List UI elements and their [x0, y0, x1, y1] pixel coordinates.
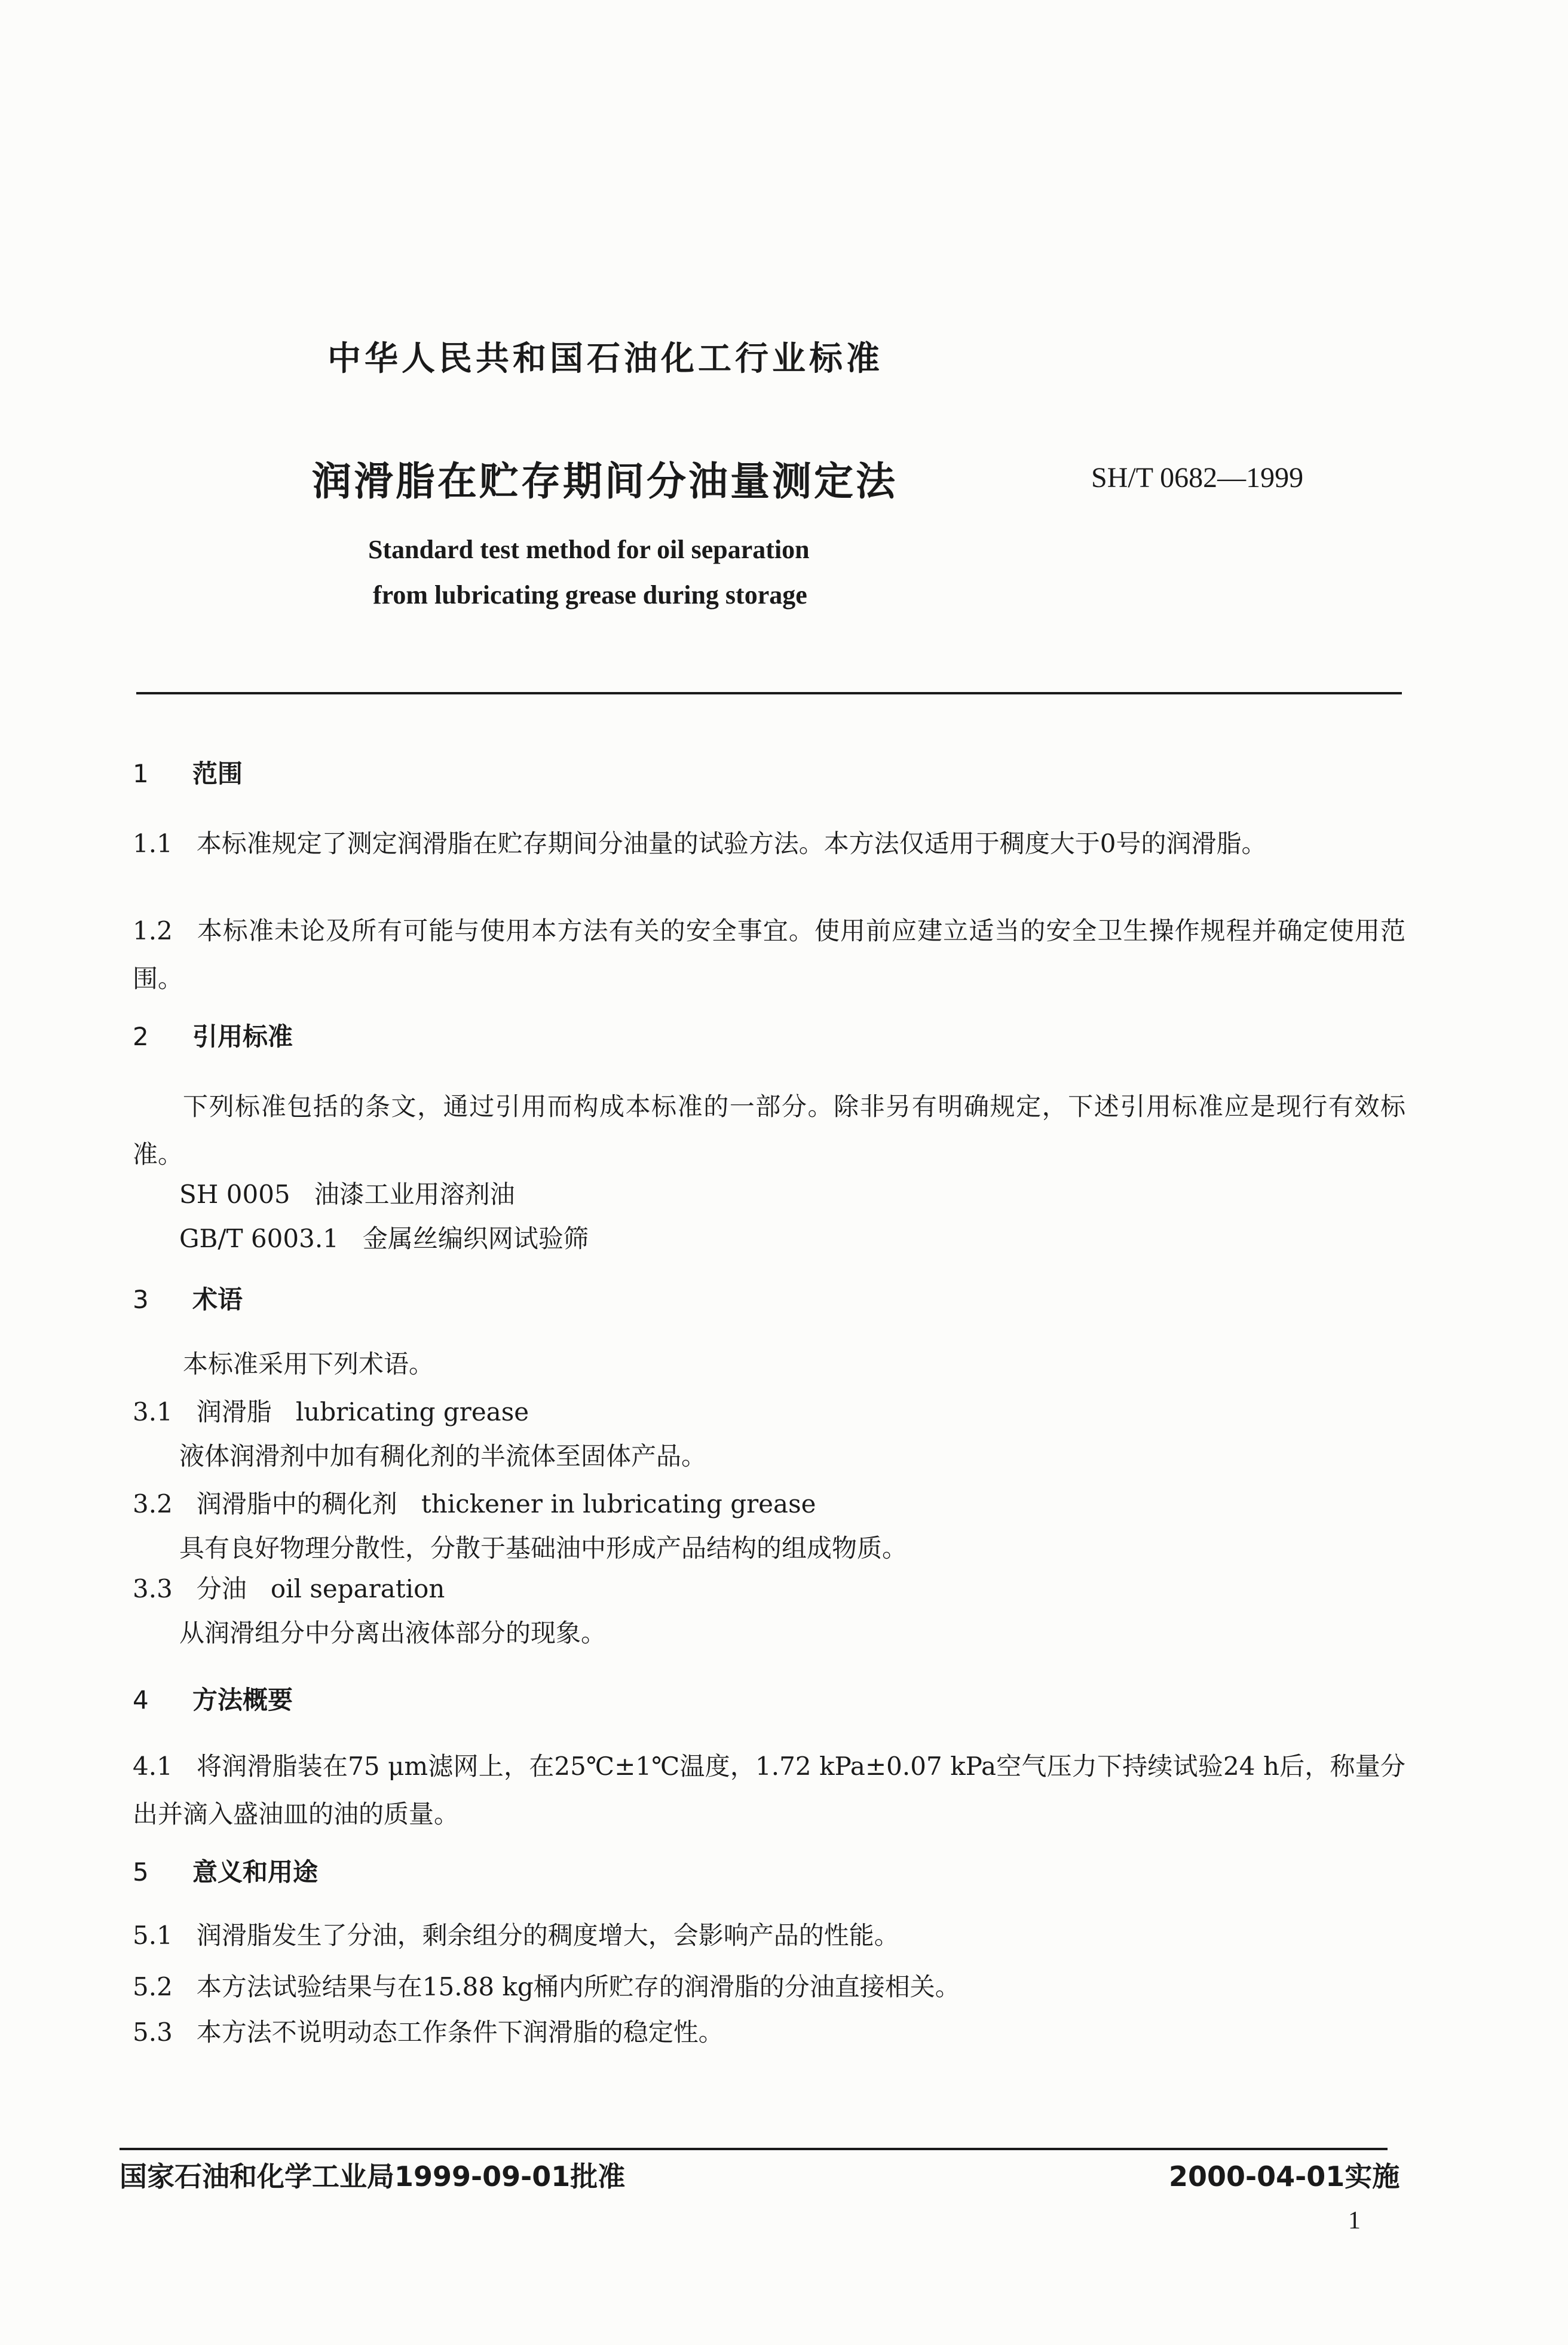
section-2-intro: 下列标准包括的条文，通过引用而构成本标准的一部分。除非另有明确规定，下述引用标准应是现行有效标准。 — [133, 1092, 1405, 1169]
page-number: 1 — [1348, 2207, 1361, 2234]
section-number: 2 — [133, 1022, 149, 1051]
term-cn: 润滑脂 — [196, 1397, 272, 1426]
term-en: lubricating grease — [295, 1397, 529, 1426]
section-3-intro: 本标准采用下列术语。 — [183, 1349, 434, 1379]
clause-text: 本标准未论及所有可能与使用本方法有关的安全事宜。使用前应建立适当的安全卫生操作规程并确定使用范围。 — [133, 916, 1405, 993]
section-title: 引用标准 — [192, 1022, 293, 1051]
reference-2 — [179, 1219, 589, 1255]
clause-4-1 — [133, 1743, 1405, 1838]
section-title: 范围 — [192, 759, 243, 788]
term-3-2 — [133, 1484, 816, 1520]
section-number: 5 — [133, 1857, 149, 1887]
clause-number: 3.2 — [133, 1489, 173, 1519]
reference-1 — [179, 1175, 515, 1211]
footer-divider — [120, 2148, 1388, 2150]
reference-title: 油漆工业用溶剂油 — [314, 1180, 515, 1209]
clause-number: 1.1 — [133, 829, 173, 858]
clause-number: 5.3 — [133, 2018, 173, 2047]
reference-title: 金属丝编织网试验筛 — [362, 1224, 589, 1253]
term-en: thickener in lubricating grease — [421, 1489, 816, 1519]
clause-1-1 — [133, 820, 1405, 868]
clause-text: 本方法不说明动态工作条件下润滑脂的稳定性。 — [196, 2018, 724, 2047]
term-3-3-definition: 从润滑组分中分离出液体部分的现象。 — [179, 1618, 607, 1648]
clause-text: 将润滑脂装在75 μm滤网上，在25℃±1℃温度，1.72 kPa±0.07 kPa空气压力下持续试验24 h后，称量分出并滴入盛油皿的油的质量。 — [133, 1752, 1405, 1829]
standard-organization: 中华人民共和国石油化工行业标准 — [327, 339, 883, 378]
clause-number: 5.2 — [133, 1972, 173, 2001]
reference-code: GB/T 6003.1 — [179, 1224, 339, 1253]
approval-statement: 国家石油和化学工业局1999-09-01批准 — [120, 2160, 626, 2193]
header-divider — [136, 692, 1402, 694]
section-5-heading — [133, 1853, 318, 1888]
section-number: 1 — [133, 759, 149, 788]
section-title: 方法概要 — [192, 1685, 293, 1715]
term-cn: 润滑脂中的稠化剂 — [196, 1489, 397, 1519]
section-4-heading — [133, 1680, 293, 1716]
clause-number: 4.1 — [133, 1752, 173, 1781]
clause-text: 润滑脂发生了分油，剩余组分的稠度增大，会影响产品的性能。 — [196, 1921, 899, 1950]
implementation-date: 2000-04-01实施 — [1169, 2160, 1400, 2193]
clause-text: 本方法试验结果与在15.88 kg桶内所贮存的润滑脂的分油直接相关。 — [196, 1972, 960, 2001]
section-2-heading — [133, 1017, 293, 1053]
clause-5-2 — [133, 1967, 960, 2003]
standard-title-cn: 润滑脂在贮存期间分油量测定法 — [312, 458, 898, 504]
section-title: 术语 — [192, 1285, 243, 1314]
clause-number: 3.1 — [133, 1397, 173, 1426]
clause-number: 1.2 — [133, 916, 173, 945]
term-en: oil separation — [270, 1574, 445, 1603]
reference-code: SH 0005 — [179, 1180, 290, 1209]
standard-title-en-line1: Standard test method for oil separation — [368, 535, 810, 564]
clause-number: 3.3 — [133, 1574, 173, 1603]
section-number: 4 — [133, 1685, 149, 1715]
section-1-heading — [133, 754, 243, 790]
clause-1-2 — [133, 907, 1405, 1003]
section-number: 3 — [133, 1285, 149, 1314]
clause-5-1 — [133, 1916, 899, 1952]
clause-number: 5.1 — [133, 1921, 173, 1950]
term-cn: 分油 — [196, 1574, 247, 1603]
section-title: 意义和用途 — [192, 1857, 318, 1887]
standard-code: SH/T 0682—1999 — [1091, 462, 1304, 494]
section-3-heading — [133, 1280, 243, 1316]
term-3-1-definition: 液体润滑剂中加有稠化剂的半流体至固体产品。 — [179, 1441, 707, 1471]
clause-5-3 — [133, 2013, 724, 2049]
term-3-2-definition: 具有良好物理分散性，分散于基础油中形成产品结构的组成物质。 — [179, 1533, 908, 1563]
clause-text: 本标准规定了测定润滑脂在贮存期间分油量的试验方法。本方法仅适用于稠度大于0号的润滑脂。 — [196, 829, 1267, 858]
term-3-3 — [133, 1569, 445, 1605]
standard-title-en-line2: from lubricating grease during storage — [373, 580, 807, 610]
term-3-1 — [133, 1392, 529, 1428]
